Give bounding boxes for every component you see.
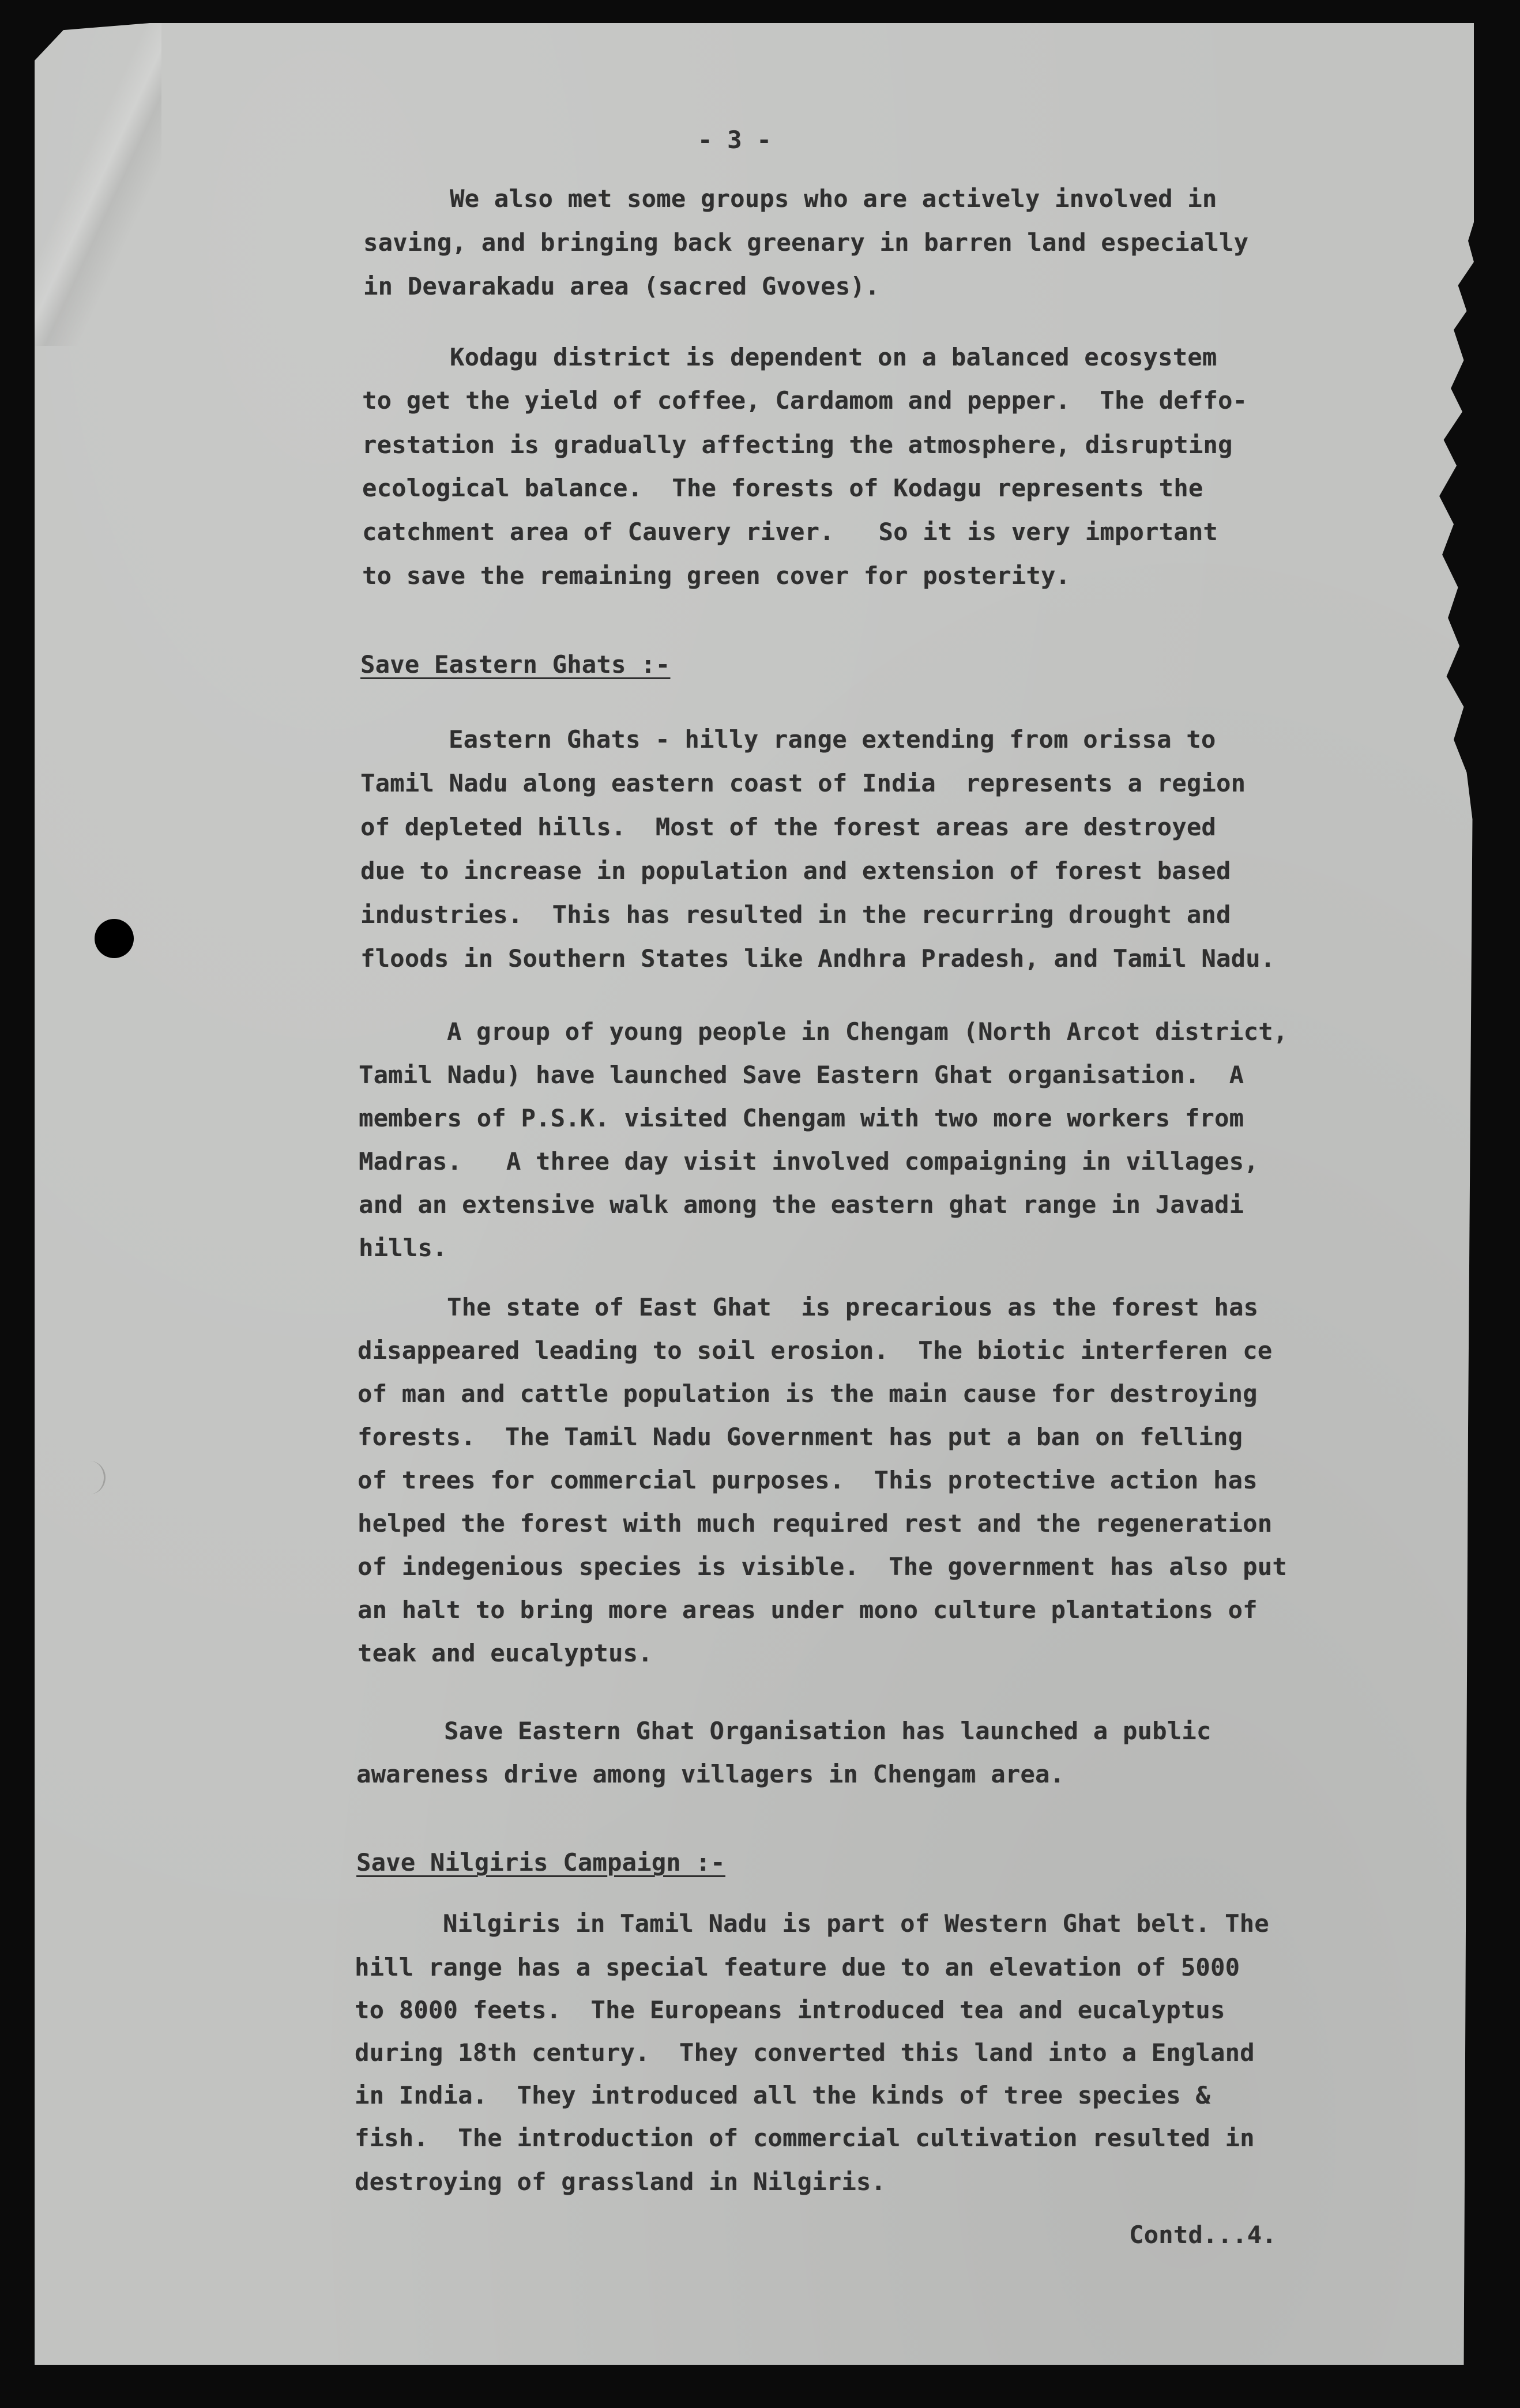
p5-line-7: of indegenious species is visible. The government has also put xyxy=(358,1552,1287,1581)
p5-line-8: an halt to bring more areas under mono culture plantations of xyxy=(358,1596,1258,1624)
p1-line-3: in Devarakadu area (sacred Gvoves). xyxy=(363,272,880,300)
p4-line-2: Tamil Nadu) have launched Save Eastern Ghat organisation. A xyxy=(359,1061,1244,1089)
p2-line-6: to save the remaining green cover for posterity. xyxy=(362,562,1071,590)
p3-line-1: Eastern Ghats - hilly range extending from orissa to xyxy=(449,725,1216,753)
p4-line-3: members of P.S.K. visited Chengam with two more workers from xyxy=(359,1104,1244,1132)
p6-line-2: awareness drive among villagers in Chengam area. xyxy=(356,1760,1065,1788)
p2-line-2: to get the yield of coffee, Cardamom and pepper. The deffo- xyxy=(362,386,1248,414)
p3-line-4: due to increase in population and extension of forest based xyxy=(360,857,1231,885)
p1-line-2: saving, and bringing back greenary in barren land especially xyxy=(363,228,1249,257)
heading-save-nilgiris-campaign: Save Nilgiris Campaign :- xyxy=(356,1848,725,1876)
p4-line-5: and an extensive walk among the eastern ghat range in Javadi xyxy=(359,1190,1244,1219)
heading-save-eastern-ghats: Save Eastern Ghats :- xyxy=(360,650,671,679)
p5-line-3: of man and cattle population is the main cause for destroying xyxy=(358,1380,1258,1408)
page-number: - 3 - xyxy=(698,126,772,154)
p5-line-2: disappeared leading to soil erosion. The biotic interferen ce xyxy=(358,1336,1273,1365)
paper-fold-crease xyxy=(35,23,161,346)
p4-line-4: Madras. A three day visit involved compaigning in villages, xyxy=(359,1147,1259,1175)
p3-line-2: Tamil Nadu along eastern coast of India represents a region xyxy=(360,769,1246,797)
punch-hole-mark xyxy=(74,1461,106,1494)
p4-line-1: A group of young people in Chengam (North Arcot district, xyxy=(447,1018,1288,1046)
punch-hole xyxy=(95,919,134,958)
p7-line-3: to 8000 feets. The Europeans introduced tea and eucalyptus xyxy=(355,1996,1225,2024)
p3-line-6: floods in Southern States like Andhra Pradesh, and Tamil Nadu. xyxy=(360,944,1276,973)
p5-line-4: forests. The Tamil Nadu Government has put a ban on felling xyxy=(358,1423,1243,1451)
p7-line-5: in India. They introduced all the kinds of tree species & xyxy=(355,2081,1210,2109)
p7-line-2: hill range has a special feature due to an elevation of 5000 xyxy=(355,1953,1240,1981)
p5-line-9: teak and eucalyptus. xyxy=(358,1639,653,1667)
p2-line-1: Kodagu district is dependent on a balanced ecosystem xyxy=(450,343,1217,371)
p2-line-3: restation is gradually affecting the atmosphere, disrupting xyxy=(362,431,1233,459)
p1-line-1: We also met some groups who are actively involved in xyxy=(450,184,1217,213)
p2-line-4: ecological balance. The forests of Kodagu represents the xyxy=(362,474,1203,502)
p7-line-6: fish. The introduction of commercial cultivation resulted in xyxy=(355,2124,1255,2152)
p7-line-7: destroying of grassland in Nilgiris. xyxy=(355,2168,886,2196)
continuation-note: Contd...4. xyxy=(1129,2221,1277,2249)
p5-line-5: of trees for commercial purposes. This protective action has xyxy=(358,1466,1258,1494)
p4-line-6: hills. xyxy=(359,1234,447,1262)
p5-line-1: The state of East Ghat is precarious as the forest has xyxy=(447,1293,1259,1321)
p7-line-4: during 18th century. They converted this land into a England xyxy=(355,2038,1255,2067)
p7-line-1: Nilgiris in Tamil Nadu is part of Western Ghat belt. The xyxy=(443,1909,1269,1938)
p5-line-6: helped the forest with much required rest and the regeneration xyxy=(358,1509,1273,1537)
p6-line-1: Save Eastern Ghat Organisation has launched a public xyxy=(444,1717,1212,1745)
p3-line-3: of depleted hills. Most of the forest areas are destroyed xyxy=(360,813,1216,841)
p2-line-5: catchment area of Cauvery river. So it is very important xyxy=(362,518,1218,546)
p3-line-5: industries. This has resulted in the recurring drought and xyxy=(360,900,1231,929)
